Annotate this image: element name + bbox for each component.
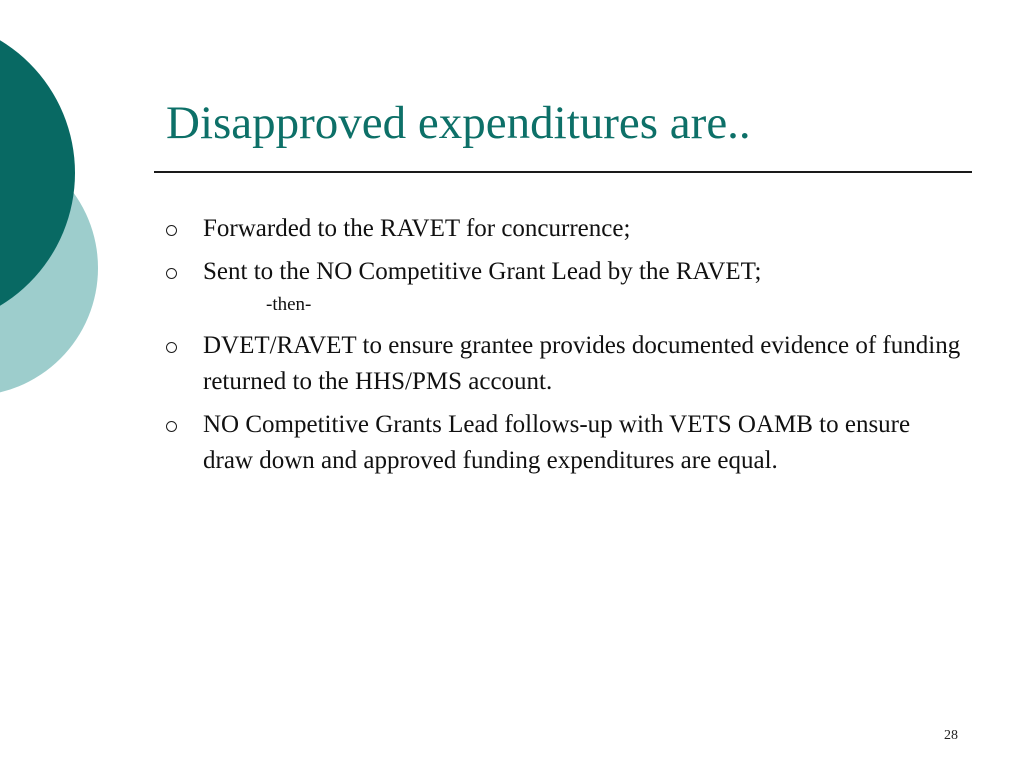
page-number: 28 <box>944 728 958 743</box>
title-divider <box>154 171 972 173</box>
bullet-item <box>164 211 964 247</box>
bullet-list <box>164 211 964 486</box>
bullet-text: DVET/RAVET to ensure grantee provides documented evidence of funding returned to the HHS/PMS account. <box>203 332 961 395</box>
circle-bullet-icon <box>166 225 177 236</box>
bullet-item <box>164 328 964 400</box>
circle-bullet-icon <box>166 268 177 279</box>
bullet-text: Sent to the NO Competitive Grant Lead by the RAVET; <box>203 258 762 285</box>
bullet-item <box>164 407 964 479</box>
slide-title: Disapproved expenditures are.. <box>166 97 751 149</box>
bullet-text: Forwarded to the RAVET for concurrence; <box>203 215 631 242</box>
bullet-item <box>164 254 964 290</box>
then-subline: -then- <box>266 294 312 315</box>
circle-bullet-icon <box>166 342 177 353</box>
circle-bullet-icon <box>166 421 177 432</box>
bullet-text: NO Competitive Grants Lead follows-up with VETS OAMB to ensure draw down and approved funding expenditures are equal. <box>203 411 911 474</box>
